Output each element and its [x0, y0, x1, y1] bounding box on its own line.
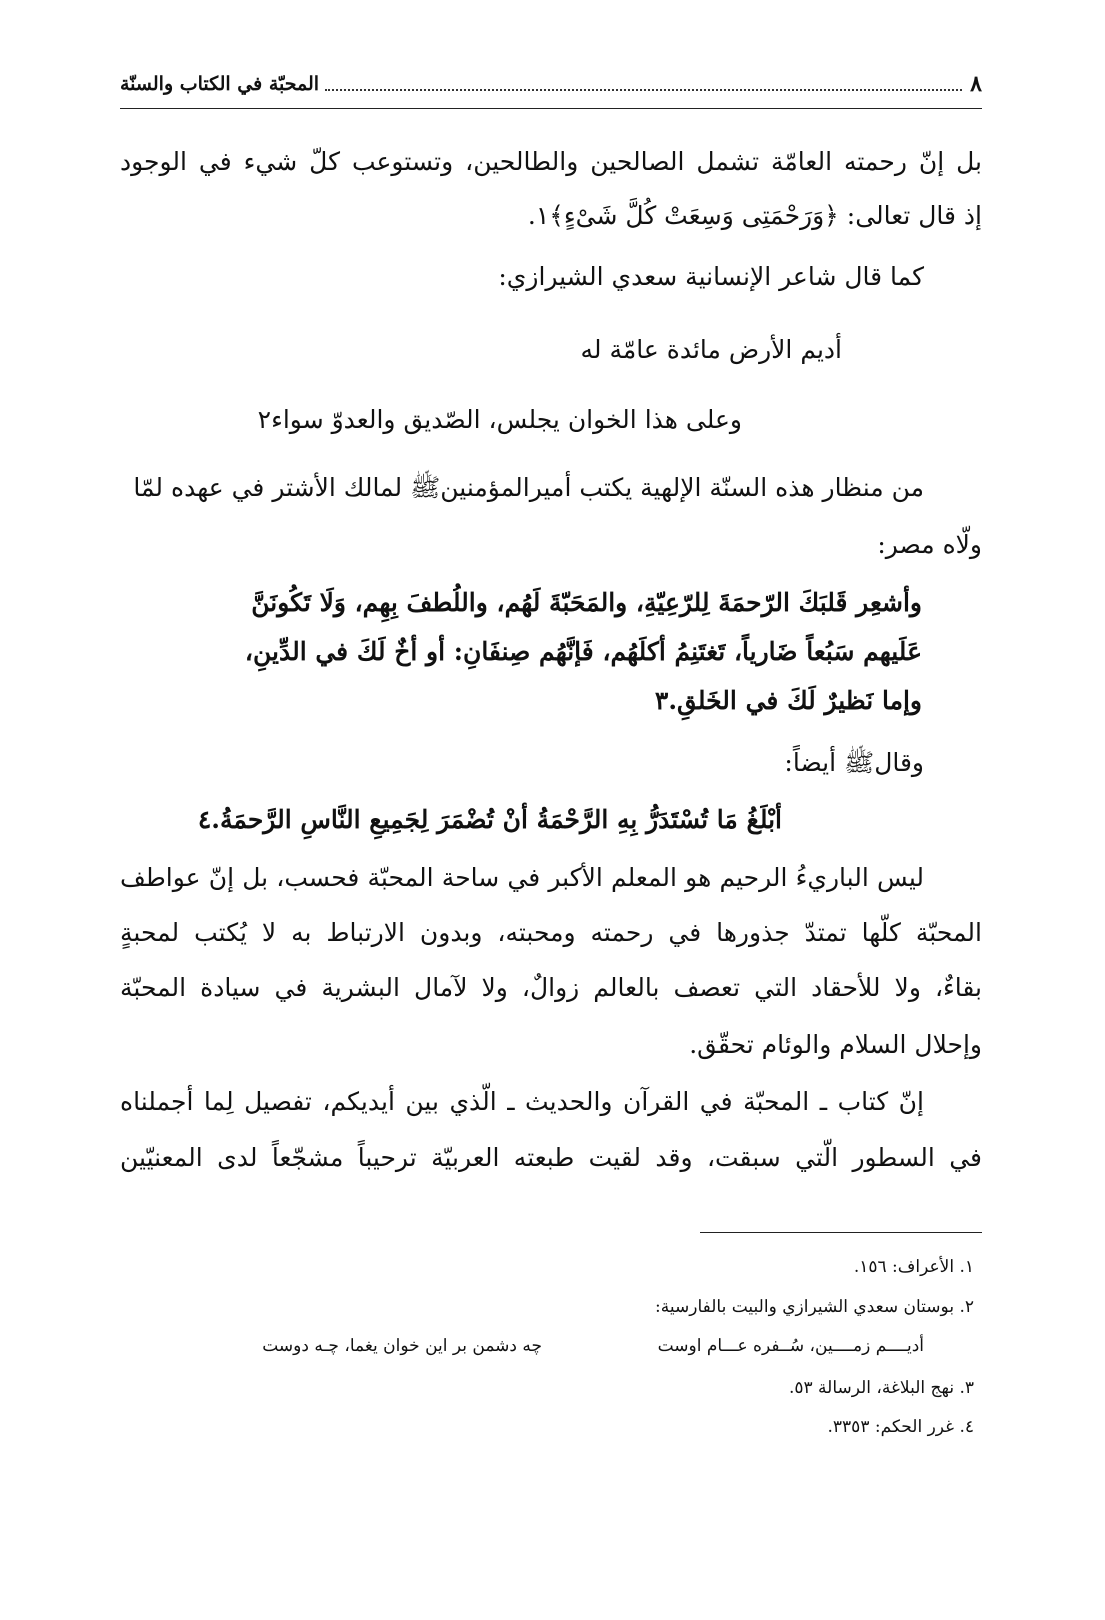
footnote-rule [700, 1232, 982, 1233]
running-header [120, 66, 982, 102]
body-line-4: من منظار هذه السنّة الإلهية يكتب أميرالمؤمنين‌ﷺ لمالك الأشتر في عهده لمّا [133, 473, 924, 502]
poem-line-2: وعلى هذا الخوان يجلس، الصّديق والعدوّ سواء٢ [257, 405, 742, 434]
verse-hemistich-1: أديــــم زمــــين، سُــفره عـــام اوست [657, 1336, 924, 1356]
footnote-1: ١. الأعراف: ١٥٦. [853, 1257, 974, 1277]
body-line-5: ولّاه مصر: [877, 530, 982, 559]
hadith-quote-line-4: أبْلَغُ مَا تُسْتَدَرُّ بِهِ الرَّحْمَةُ أنْ تُضْمَرَ لِجَمِيعِ النَّاسِ الرَّحمَةُ.٤ [197, 805, 782, 834]
dotted-leader [325, 77, 962, 91]
body-line-11: إنّ كتاب ـ المحبّة في القرآن والحديث ـ الّذي بين أيديكم، تفصيل لِما أجملناه [120, 1087, 924, 1116]
hadith-quote-line-3: وإما نَظيرٌ لَكَ في الخَلقِ.٣ [654, 686, 922, 715]
body-line-6: وقال‌ﷺ أيضاً: [784, 748, 924, 777]
body-line-2: إذ قال تعالى: ﴿وَرَحْمَتِى وَسِعَتْ كُلَّ شَىْءٍ﴾١. [527, 201, 982, 230]
body-line-10: وإحلال السلام والوئام تحقّق. [689, 1030, 982, 1059]
body-line-9: بقاءٌ، ولا للأحقاد التي تعصف بالعالم زوالٌ، ولا لآمال البشرية في سيادة المحبّة [120, 973, 982, 1002]
hadith-quote-line-1: وأشعِر قَلبَكَ الرّحمَةَ لِلرّعِيّةِ، والمَحَبّةَ لَهُم، واللُطفَ بِهِم، وَلَا تَكُونَنَّ [251, 588, 922, 617]
footnote-3: ٣. نهج البلاغة، الرسالة ٥٣. [788, 1378, 974, 1398]
running-title: المحبّة في الكتاب والسنّة [120, 73, 320, 95]
body-line-7: ليس الباريءُ الرحيم هو المعلم الأكبر في ساحة المحبّة فحسب، بل إنّ عواطف [120, 863, 924, 892]
body-line-1: بل إنّ رحمته العامّة تشمل الصالحين والطالحين، وتستوعب كلّ شيء في الوجود [120, 147, 982, 176]
verse-hemistich-2: چه دشمن بر اين خوان يغما، چـه دوست [262, 1336, 542, 1356]
footnote-4: ٤. غرر الحكم: ٣٣٥٣. [827, 1417, 974, 1437]
body-line-8: المحبّة كلّها تمتدّ جذورها في رحمته ومحبته، وبدون الارتباط به لا يُكتب لمحبةٍ [120, 918, 982, 947]
body-line-12: في السطور الّتي سبقت، وقد لقيت طبعته العربيّة ترحيباً مشجّعاً لدى المعنيّين [120, 1143, 982, 1172]
poem-line-1: أديم الأرض مائدة عامّة له [580, 335, 842, 364]
header-rule [120, 108, 982, 109]
hadith-quote-line-2: عَلَيهم سَبُعاً ضَارياً، تَغتَنِمُ أكلَهُم، فَإنَّهُم صِنفَانِ: أو أخٌ لَكَ في الدِّينِ، [244, 637, 922, 666]
body-line-3: كما قال شاعر الإنسانية سعدي الشيرازي: [498, 262, 924, 291]
footnote-persian-verse [120, 1331, 982, 1361]
page-number: ٨ [970, 71, 982, 97]
footnote-2: ٢. بوستان سعدي الشيرازي والبيت بالفارسية: [655, 1297, 974, 1317]
